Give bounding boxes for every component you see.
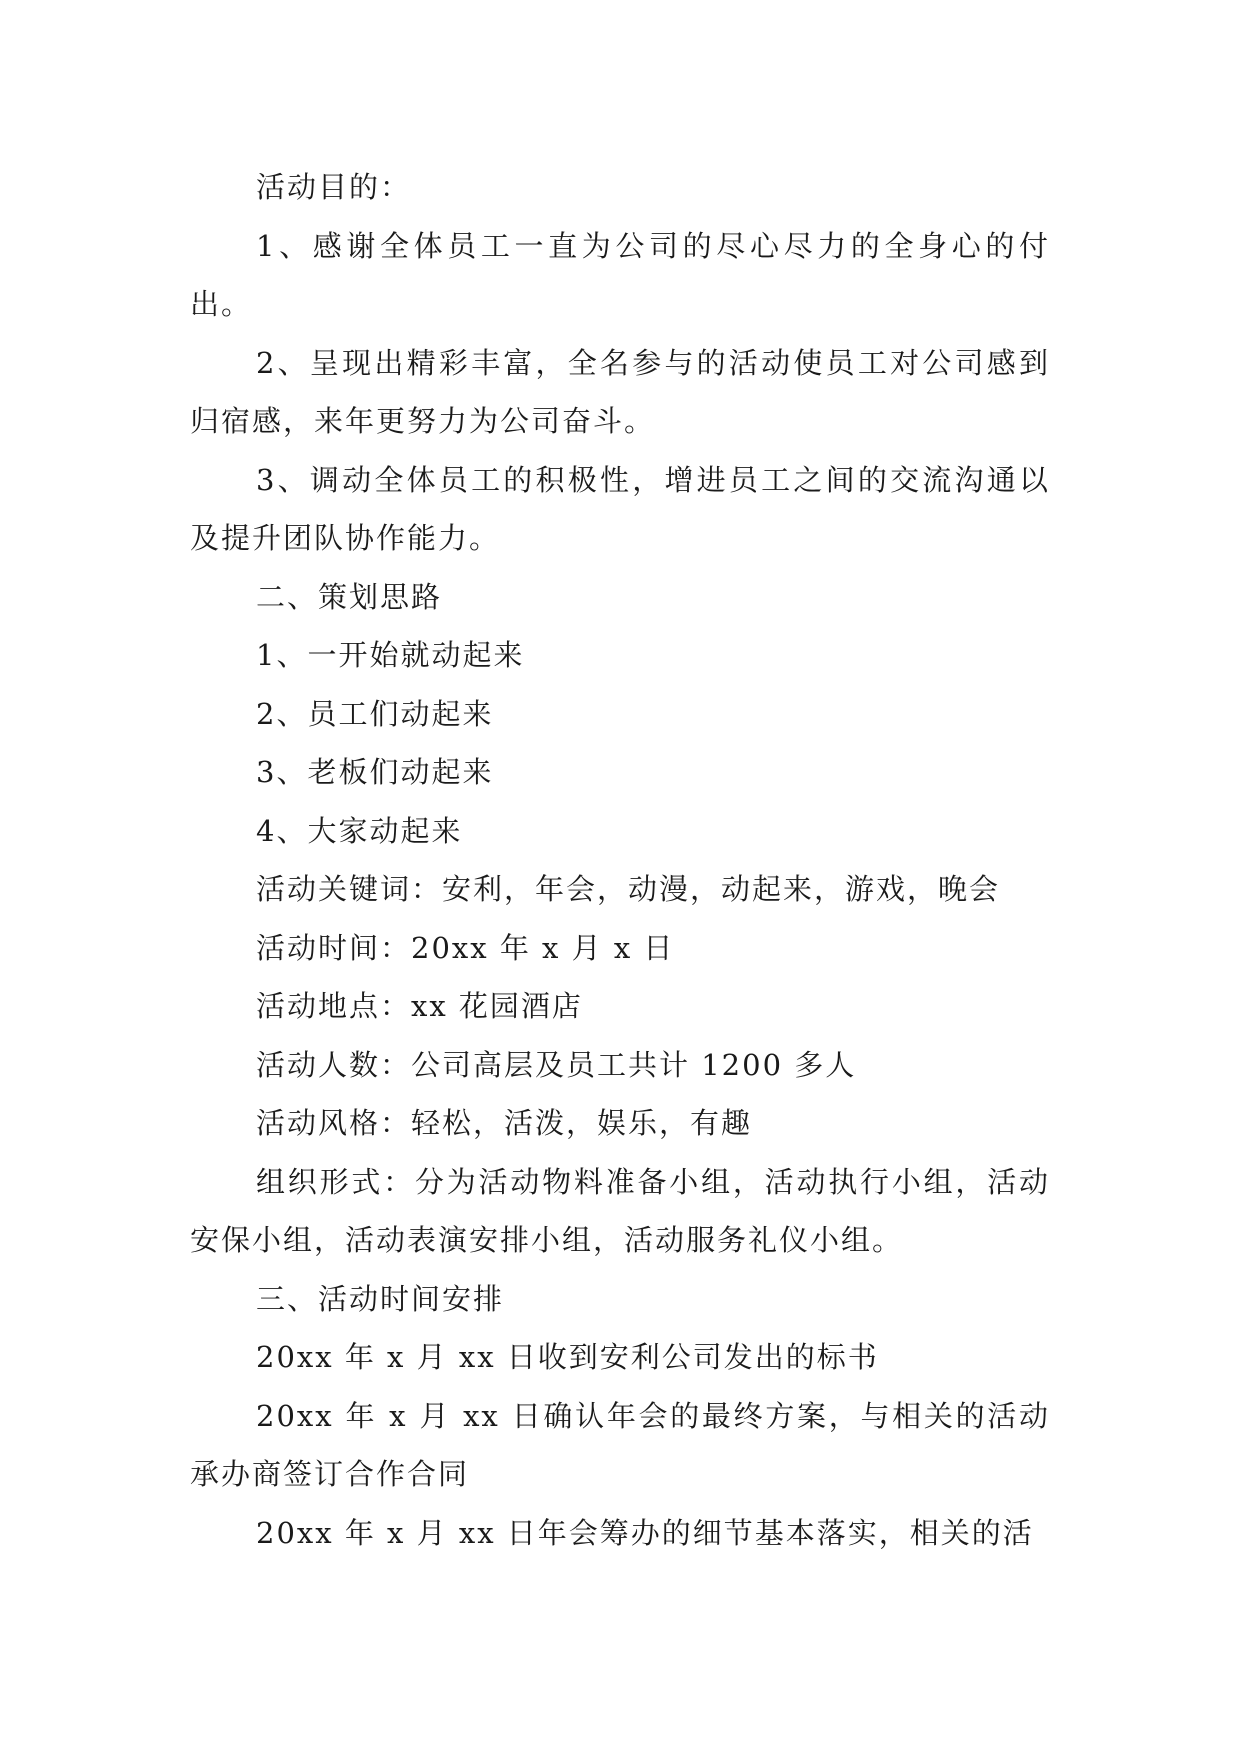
paragraph-style: 活动风格：轻松，活泼，娱乐，有趣 (256, 1106, 753, 1140)
paragraph-location: 活动地点：xx 花园酒店 (256, 989, 583, 1023)
paragraph-planning-2: 2、员工们动起来 (256, 696, 494, 731)
paragraph-time: 活动时间：20xx 年 x 月 x 日 (256, 930, 675, 965)
paragraph-planning-4: 4、大家动起来 (256, 813, 463, 848)
paragraph-purpose-heading: 活动目的： (256, 170, 412, 204)
paragraph-attendance: 活动人数：公司高层及员工共计 1200 多人 (256, 1047, 857, 1082)
section-heading-planning: 二、策划思路 (256, 579, 443, 614)
document-body (190, 158, 1050, 1562)
paragraph-keywords: 活动关键词：安利，年会，动漫，动起来，游戏，晚会 (256, 872, 1001, 906)
paragraph-purpose-1: 1、感谢全体员工一直为公司的尽心尽力的全身心的付出。 (190, 228, 1050, 321)
paragraph-planning-3: 3、老板们动起来 (256, 755, 494, 789)
paragraph-schedule-1: 20xx 年 x 月 xx 日收到安利公司发出的标书 (256, 1340, 879, 1374)
paragraph-planning-1: 1、一开始就动起来 (256, 638, 525, 672)
section-heading-schedule: 三、活动时间安排 (256, 1281, 505, 1316)
paragraph-schedule-2: 20xx 年 x 月 xx 日确认年会的最终方案，与相关的活动承办商签订合作合同 (190, 1398, 1050, 1491)
paragraph-purpose-3: 3、调动全体员工的积极性，增进员工之间的交流沟通以及提升团队协作能力。 (190, 462, 1050, 555)
paragraph-schedule-3: 20xx 年 x 月 xx 日年会筹办的细节基本落实，相关的活 (256, 1515, 1034, 1550)
paragraph-organization: 组织形式：分为活动物料准备小组，活动执行小组，活动安保小组，活动表演安排小组，活动服务礼仪小组。 (190, 1164, 1050, 1257)
paragraph-purpose-2: 2、呈现出精彩丰富，全名参与的活动使员工对公司感到归宿感，来年更努力为公司奋斗。 (190, 345, 1050, 438)
